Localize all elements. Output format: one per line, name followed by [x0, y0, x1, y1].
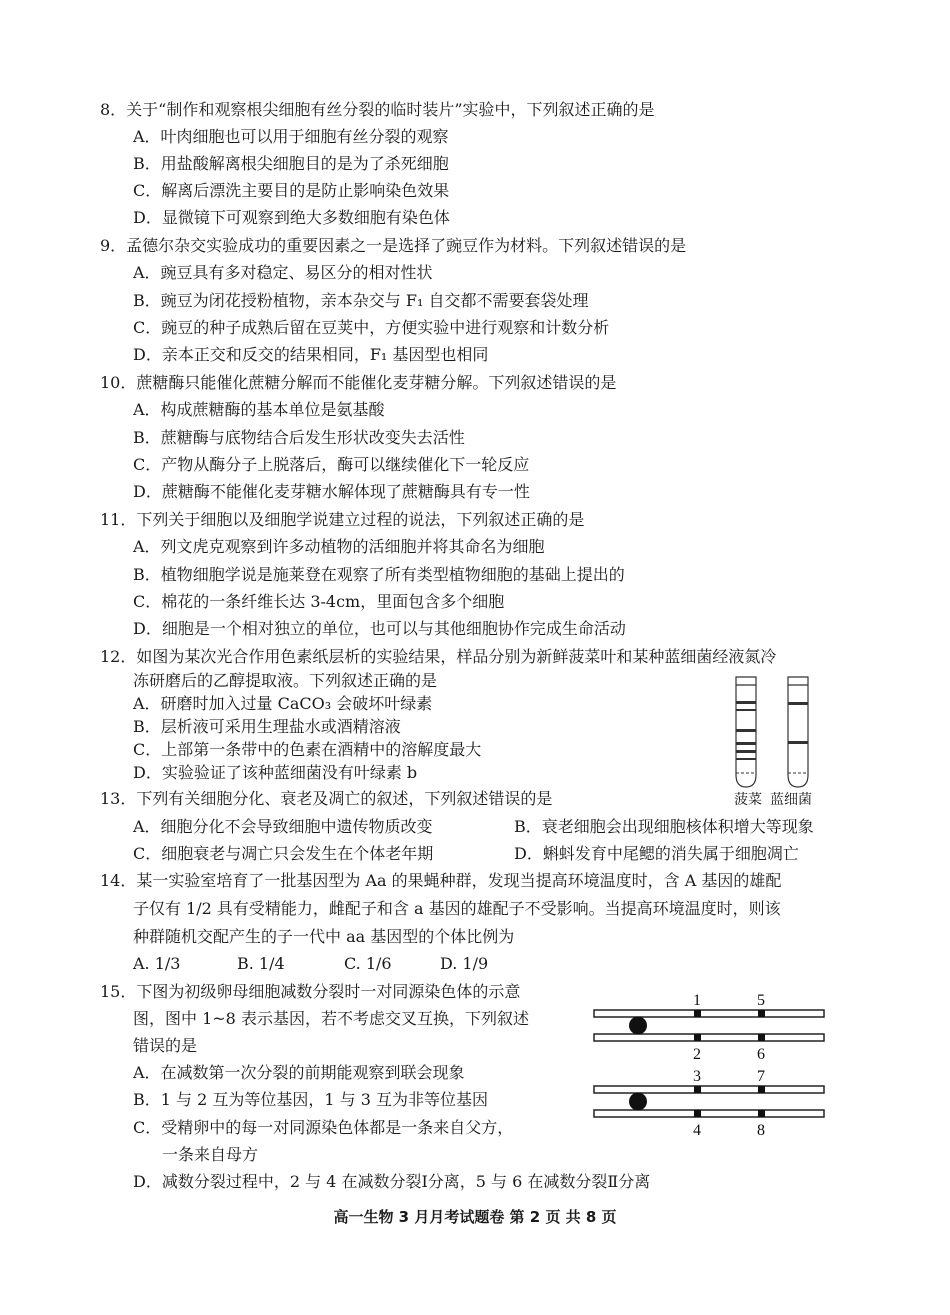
gene-marker — [758, 1010, 765, 1017]
q14-stem-line1: 14．某一实验室培育了一批基因型为 Aa 的果蝇种群，发现当提高环境温度时，含 A 基因的雄配 — [100, 871, 782, 890]
gene-label-7: 7 — [757, 1068, 765, 1085]
gene-label-6: 6 — [757, 1046, 765, 1063]
spinach-strip — [736, 677, 756, 787]
q12-option-b: B．层析液可采用生理盐水或酒精溶液 — [133, 717, 401, 736]
gene-label-3: 3 — [693, 1068, 701, 1085]
q15-stem-line1: 15．下图为初级卵母细胞减数分裂时一对同源染色体的示意 — [100, 982, 521, 1001]
q10-stem: 10．蔗糖酶只能催化蔗糖分解而不能催化麦芽糖分解。下列叙述错误的是 — [100, 373, 617, 392]
q10-option-d: D．蔗糖酶不能催化麦芽糖水解体现了蔗糖酶具有专一性 — [133, 482, 530, 501]
q15-option-c-line1: C．受精卵中的每一对同源染色体都是一条来自父方， — [133, 1118, 514, 1137]
q9-option-b: B．豌豆为闭花授粉植物，亲本杂交与 F₁ 自交都不需要套袋处理 — [133, 291, 589, 310]
q8-option-c: C．解离后漂洗主要目的是防止影响染色效果 — [133, 181, 450, 200]
cyanobacteria-band — [788, 702, 808, 705]
spinach-band — [736, 709, 756, 711]
q10-option-c: C．产物从酶分子上脱落后，酶可以继续催化下一轮反应 — [133, 455, 530, 474]
spinach-band — [736, 729, 756, 732]
centromere — [629, 1017, 647, 1035]
q9-stem: 9．孟德尔杂交实验成功的重要因素之一是选择了豌豆作为材料。下列叙述错误的是 — [100, 236, 687, 255]
chromosome-2 — [594, 1086, 824, 1117]
gene-marker — [758, 1086, 765, 1093]
q14-option-b: B. 1/4 — [237, 954, 285, 973]
q11-option-a: A．列文虎克观察到许多动植物的活细胞并将其命名为细胞 — [133, 537, 545, 556]
q15-option-d: D．减数分裂过程中，2 与 4 在减数分裂Ⅰ分离，5 与 6 在减数分裂Ⅱ分离 — [133, 1172, 651, 1191]
q14-option-d: D. 1/9 — [440, 954, 489, 973]
q15-option-b: B．1 与 2 互为等位基因，1 与 3 互为非等位基因 — [133, 1090, 488, 1109]
gene-label-8: 8 — [757, 1122, 765, 1139]
q12-stem-line2: 冻研磨后的乙醇提取液。下列叙述正确的是 — [133, 671, 438, 690]
q12-option-a: A．研磨时加入过量 CaCO₃ 会破坏叶绿素 — [133, 694, 433, 713]
q10-option-b: B．蔗糖酶与底物结合后发生形状改变失去活性 — [133, 428, 465, 447]
page-footer: 高一生物 3 月月考试题卷 第 2 页 共 8 页 — [333, 1208, 617, 1226]
q8-option-b: B．用盐酸解离根尖细胞目的是为了杀死细胞 — [133, 154, 449, 173]
q9-option-c: C．豌豆的种子成熟后留在豆荚中，方便实验中进行观察和计数分析 — [133, 318, 610, 337]
chromatography-figure — [720, 675, 840, 810]
gene-label-2: 2 — [693, 1046, 701, 1063]
gene-marker — [758, 1110, 765, 1117]
q13-stem: 13．下列有关细胞分化、衰老及凋亡的叙述，下列叙述错误的是 — [100, 789, 553, 808]
gene-label-5: 5 — [757, 992, 765, 1009]
q12-stem-line1: 12．如图为某次光合作用色素纸层析的实验结果，样品分别为新鲜菠菜叶和某种蓝细菌经液氮冷 — [100, 647, 777, 666]
gene-label-1: 1 — [693, 992, 701, 1009]
gene-marker — [694, 1110, 701, 1117]
q12-option-d: D．实验验证了该种蓝细菌没有叶绿素 b — [133, 763, 418, 782]
centromere — [629, 1093, 647, 1111]
q11-option-c: C．棉花的一条纤维长达 3-4cm，里面包含多个细胞 — [133, 592, 505, 611]
spinach-band — [736, 701, 756, 704]
q9-option-d: D．亲本正交和反交的结果相同，F₁ 基因型也相同 — [133, 345, 489, 364]
q14-stem-line2: 子仅有 1/2 具有受精能力，雌配子和含 a 基因的雄配子不受影响。当提高环境温度时，则该 — [133, 899, 781, 918]
q8-option-a: A．叶肉细胞也可以用于细胞有丝分裂的观察 — [133, 127, 449, 146]
gene-marker — [694, 1086, 701, 1093]
q15-option-a: A．在减数第一次分裂的前期能观察到联会现象 — [133, 1063, 465, 1082]
q12-option-c: C．上部第一条带中的色素在酒精中的溶解度最大 — [133, 740, 482, 759]
spinach-band — [736, 758, 756, 760]
q8-stem: 8．关于“制作和观察根尖细胞有丝分裂的临时装片”实验中，下列叙述正确的是 — [100, 100, 655, 119]
chromosome-figure — [590, 988, 835, 1143]
q8-option-d: D．显微镜下可观察到绝大多数细胞有染色体 — [133, 208, 450, 227]
cyanobacteria-label: 蓝细菌 — [770, 793, 812, 808]
q13-option-b: B．衰老细胞会出现细胞核体积增大等现象 — [514, 817, 814, 836]
chromosome-1 — [594, 1010, 824, 1041]
q9-option-a: A．豌豆具有多对稳定、易区分的相对性状 — [133, 263, 433, 282]
q14-stem-line3: 种群随机交配产生的子一代中 aa 基因型的个体比例为 — [133, 927, 515, 946]
gene-label-4: 4 — [693, 1122, 701, 1139]
spinach-band — [736, 742, 756, 745]
q11-option-b: B．植物细胞学说是施莱登在观察了所有类型植物细胞的基础上提出的 — [133, 565, 625, 584]
q13-option-d: D．蝌蚪发育中尾鳃的消失属于细胞凋亡 — [514, 844, 799, 863]
q10-option-a: A．构成蔗糖酶的基本单位是氨基酸 — [133, 400, 385, 419]
gene-marker — [694, 1010, 701, 1017]
q13-option-c: C．细胞衰老与凋亡只会发生在个体老年期 — [133, 844, 434, 863]
cyanobacteria-band — [788, 741, 808, 744]
spinach-band — [736, 750, 756, 753]
q14-option-a: A. 1/3 — [133, 954, 181, 973]
q11-option-d: D．细胞是一个相对独立的单位，也可以与其他细胞协作完成生命活动 — [133, 619, 626, 638]
q15-stem-line3: 错误的是 — [133, 1036, 198, 1055]
q11-stem: 11．下列关于细胞以及细胞学说建立过程的说法，下列叙述正确的是 — [100, 510, 585, 529]
q15-option-c-line2: 一条来自母方 — [162, 1145, 259, 1164]
cyanobacteria-strip — [788, 677, 808, 787]
q14-option-c: C. 1/6 — [344, 954, 392, 973]
gene-marker — [694, 1034, 701, 1041]
spinach-label: 菠菜 — [734, 793, 762, 808]
q13-option-a: A．细胞分化不会导致细胞中遗传物质改变 — [133, 817, 433, 836]
q15-stem-line2: 图，图中 1~8 表示基因，若不考虑交叉互换，下列叙述 — [133, 1009, 529, 1028]
gene-marker — [758, 1034, 765, 1041]
